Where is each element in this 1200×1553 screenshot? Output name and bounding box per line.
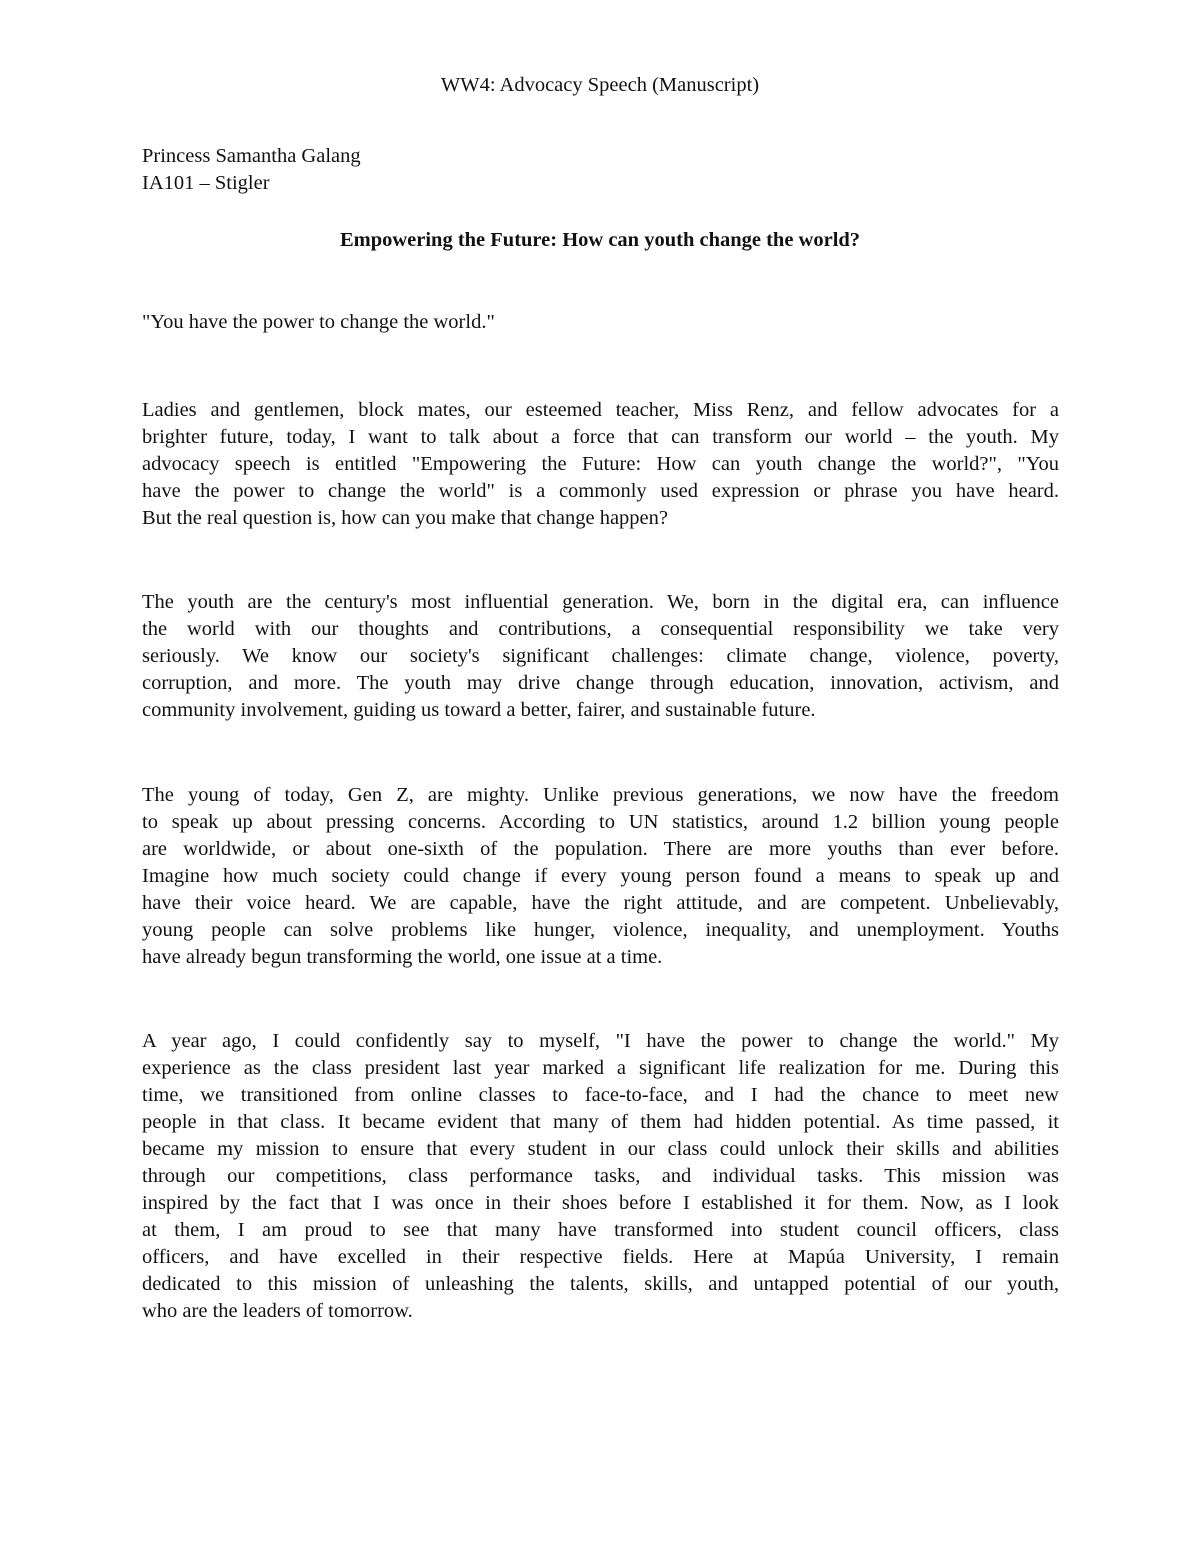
paragraph-line: through our competitions, class performance tasks, and individual tasks. This mission was <box>142 1165 1059 1187</box>
paragraph-line: A year ago, I could confidently say to myself, "I have the power to change the world." My <box>142 1030 1059 1052</box>
paragraph-line: But the real question is, how can you make that change happen? <box>142 507 669 529</box>
paragraph-line: are worldwide, or about one-sixth of the population. There are more youths than ever before. <box>142 838 1059 860</box>
paragraph-line: became my mission to ensure that every student in our class could unlock their skills and abilities <box>142 1138 1059 1160</box>
paragraph-line: have their voice heard. We are capable, have the right attitude, and are competent. Unbelievably, <box>142 892 1059 914</box>
speech-title: Empowering the Future: How can youth change the world? <box>339 229 861 251</box>
paragraph-line: seriously. We know our society's significant challenges: climate change, violence, poverty, <box>142 645 1059 667</box>
paragraph <box>142 782 1059 971</box>
paragraph-line: Ladies and gentlemen, block mates, our esteemed teacher, Miss Renz, and fellow advocates for a <box>142 399 1059 421</box>
author-name: Princess Samantha Galang <box>142 145 361 167</box>
paragraph-line: brighter future, today, I want to talk about a force that can transform our world – the youth. My <box>142 426 1059 448</box>
paragraph <box>142 589 1059 724</box>
paragraph <box>142 397 1059 532</box>
paragraph-line: community involvement, guiding us toward a better, fairer, and sustainable future. <box>142 699 816 721</box>
paragraph-line: advocacy speech is entitled "Empowering the Future: How can youth change the world?", "You <box>142 453 1059 475</box>
opening-quote: "You have the power to change the world." <box>142 311 495 333</box>
paragraph-line: who are the leaders of tomorrow. <box>142 1300 413 1322</box>
paragraph-line: at them, I am proud to see that many have transformed into student council officers, class <box>142 1219 1059 1241</box>
author-block <box>142 143 361 197</box>
paragraph-line: experience as the class president last year marked a significant life realization for me. During this <box>142 1057 1059 1079</box>
paragraph-line: corruption, and more. The youth may drive change through education, innovation, activism, and <box>142 672 1059 694</box>
paragraph-line: have already begun transforming the world, one issue at a time. <box>142 946 663 968</box>
paragraph-line: the world with our thoughts and contributions, a consequential responsibility we take very <box>142 618 1059 640</box>
paragraph-line: The young of today, Gen Z, are mighty. Unlike previous generations, we now have the freedom <box>142 784 1059 806</box>
paragraph-line: people in that class. It became evident that many of them had hidden potential. As time passed, it <box>142 1111 1059 1133</box>
paragraph-line: to speak up about pressing concerns. According to UN statistics, around 1.2 billion young people <box>142 811 1059 833</box>
paragraph-line: The youth are the century's most influential generation. We, born in the digital era, can influence <box>142 591 1059 613</box>
document-header: WW4: Advocacy Speech (Manuscript) <box>440 74 760 96</box>
paragraph-line: time, we transitioned from online classes to face-to-face, and I had the chance to meet new <box>142 1084 1059 1106</box>
course-section: IA101 – Stigler <box>142 172 270 194</box>
paragraph-line: inspired by the fact that I was once in their shoes before I established it for them. Now, as I look <box>142 1192 1059 1214</box>
paragraph-line: Imagine how much society could change if every young person found a means to speak up and <box>142 865 1059 887</box>
paragraph-line: dedicated to this mission of unleashing the talents, skills, and untapped potential of our youth, <box>142 1273 1059 1295</box>
paragraph-line: young people can solve problems like hunger, violence, inequality, and unemployment. Youths <box>142 919 1059 941</box>
paragraph-line: officers, and have excelled in their respective fields. Here at Mapúa University, I remain <box>142 1246 1059 1268</box>
paragraph <box>142 1028 1059 1325</box>
paragraph-line: have the power to change the world" is a commonly used expression or phrase you have heard. <box>142 480 1059 502</box>
